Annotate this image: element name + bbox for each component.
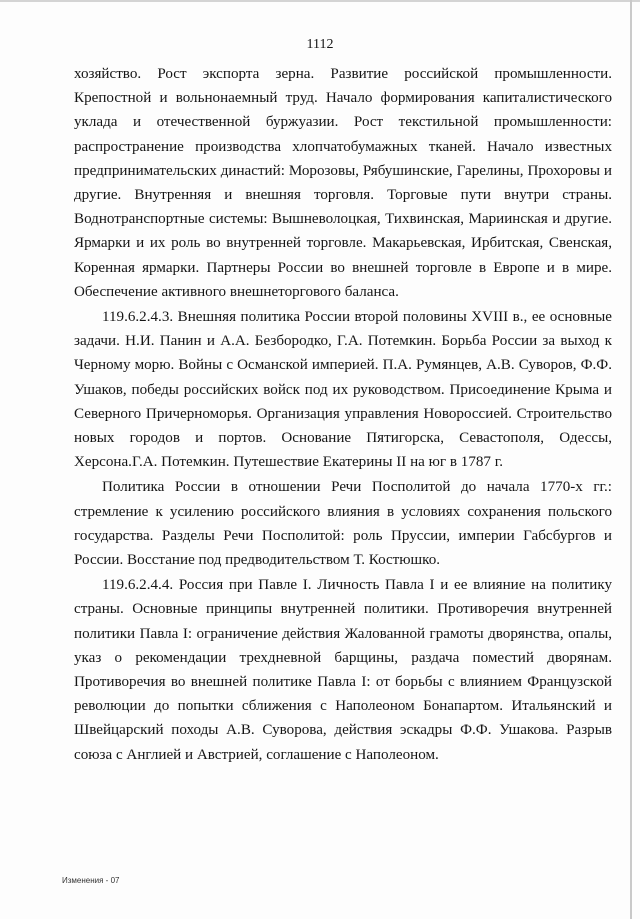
document-body [74,62,612,767]
paragraph-poland-policy: Политика России в отношении Речи Посполитой до начала 1770-х гг.: стремление к усилению российского влияния в условиях сохранения польского государства. Разделы Речи Посполитой: роль Пруссии, империи Габсбургов и России. Восстание под предводительством Т. Костюшко. [74,479,612,569]
paragraph-foreign-policy: 119.6.2.4.3. Внешняя политика России второй половины XVIII в., ее основные задачи. Н.И. Панин и А.А. Безбородко, Г.А. Потемкин. Борьба России за выход к Черному морю. Войны с Османской империей. П.А. Румянцев, А.В. Суворов, Ф.Ф. Ушаков, победы российских войск под их руководством. Присоединение Крыма и Северного Причерноморья. Организация управления Новороссией. Строительство новых городов и портов. Основание Пятигорска, Севастополя, Одессы, Херсона.Г.А. Потемкин. Путешествие Екатерины II на юг в 1787 г. [74,309,612,471]
scan-edge-top [0,0,640,2]
paragraph-paul-i: 119.6.2.4.4. Россия при Павле I. Личность Павла I и ее влияние на политику страны. Основные принципы внутренней политики. Противоречия внутренней политики Павла I: ограничение действия Жалованной грамоты дворянства, опалы, указ о рекомендации трехдневной барщины, раздача поместий дворянам. Противоречия во внешней политике Павла I: от борьбы с влиянием Французской революции до попытки сближения с Наполеоном Бонапартом. Итальянский и Швейцарский походы А.В. Суворова, действия эскадры Ф.Ф. Ушакова. Разрыв союза с Англией и Австрией, соглашение с Наполеоном. [74,577,612,763]
footer-revision-note: Изменения - 07 [62,876,120,885]
paragraph-economy: хозяйство. Рост экспорта зерна. Развитие российской промышленности. Крепостной и вольнонаемный труд. Начало формирования капиталистического уклада и отечественной буржуазии. Рост текстильной промышленности: распространение производства хлопчатобумажных тканей. Начало известных предпринимательских династий: Морозовы, Рябушинские, Гарелины, Прохоровы и другие. Внутренняя и внешняя торговля. Торговые пути внутри страны. Воднотранспортные системы: Вышневолоцкая, Тихвинская, Мариинская и другие. Ярмарки и их роль во внутренней торговле. Макарьевская, Ирбитская, Свенская, Коренная ярмарки. Партнеры России во внешней торговле в Европе и в мире. Обеспечение активного внешнеторгового баланса. [74,66,612,300]
page-number: 1112 [306,37,334,52]
scan-edge-right [630,0,632,919]
